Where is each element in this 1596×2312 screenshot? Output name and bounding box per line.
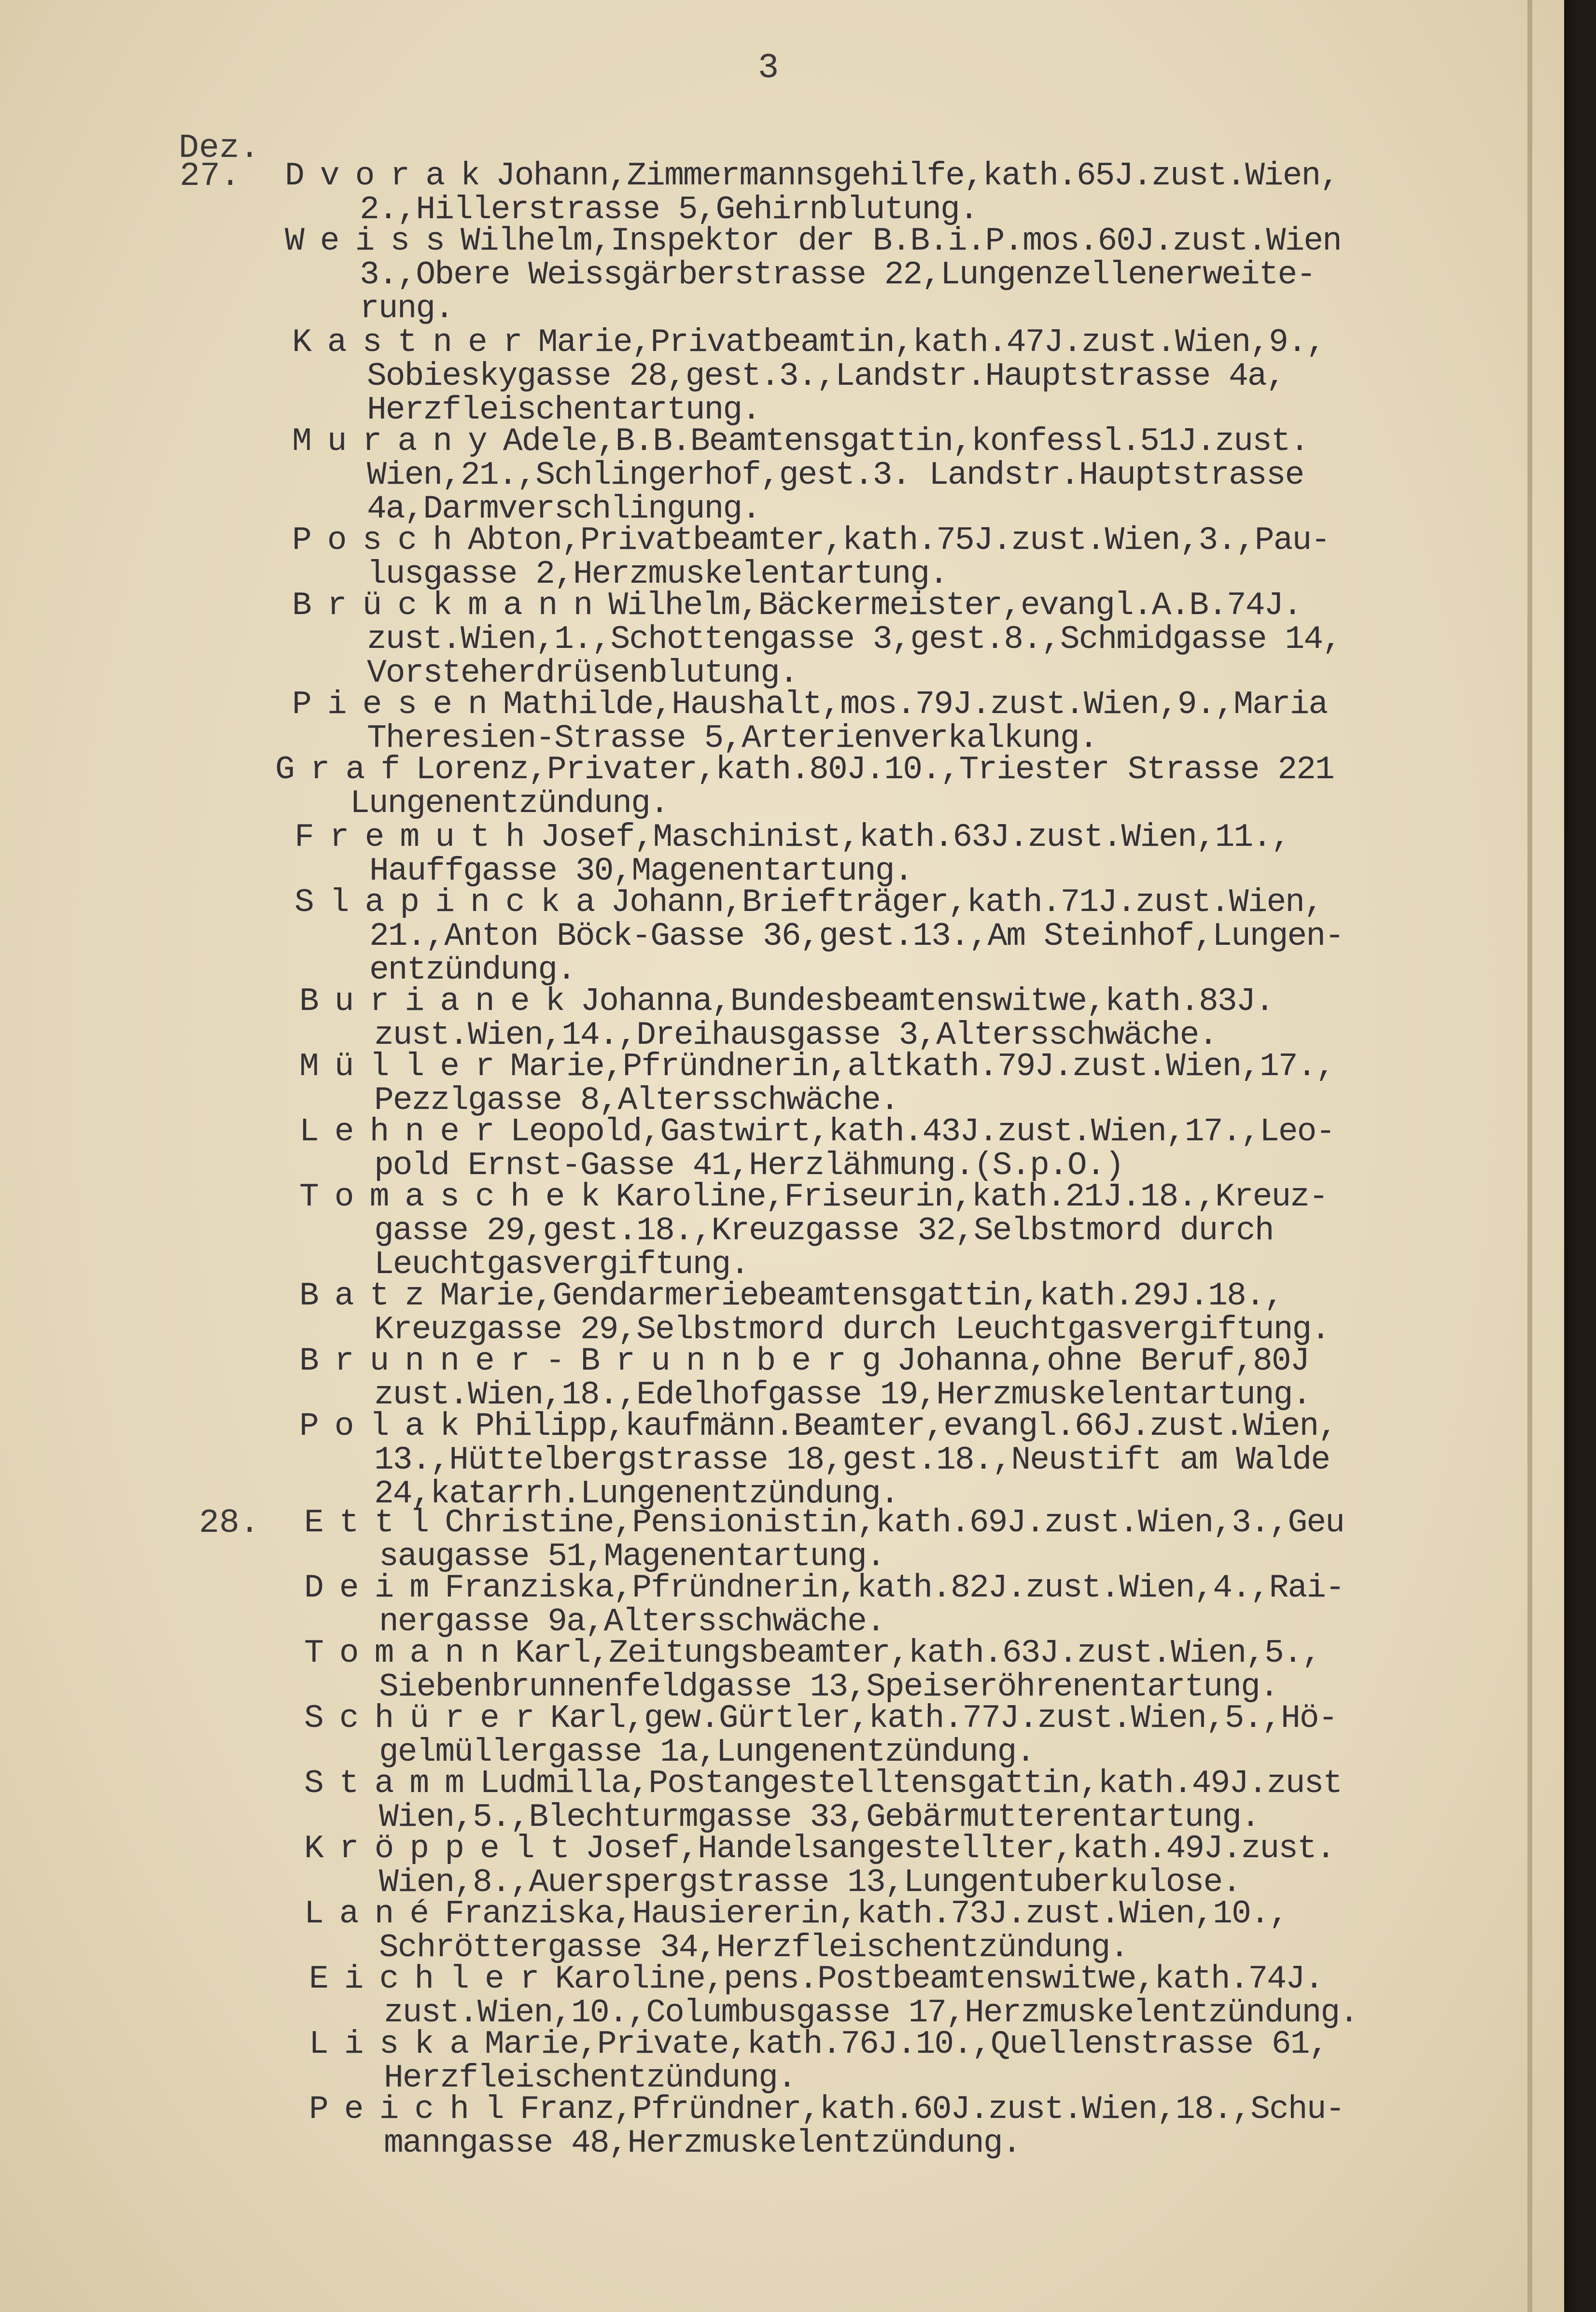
entry-first-line (304, 1897, 1288, 1931)
entry-continuation-line: saugasse 51,Magenentartung. (379, 1538, 885, 1575)
entry-details: Wilhelm,Bäckermeister,evangl.A.B.74J. (608, 587, 1302, 624)
entry-first-line (285, 159, 1339, 193)
entry-continuation-line: Wien,5.,Blechturmgasse 33,Gebärmutterentartung. (379, 1799, 1260, 1836)
entry-surname: Slapincka (294, 884, 611, 921)
entry-continuation-line: 24,katarrh.Lungenentzündung. (374, 1475, 899, 1513)
entry-continuation-line: Sobieskygasse 28,gest.3.,Landstr.Hauptstrasse 4a, (367, 358, 1285, 395)
entry-surname: Lehner (299, 1113, 510, 1150)
entry-continuation-line: Siebenbrunnenfeldgasse 13,Speiseröhrenentartung. (379, 1668, 1278, 1706)
entry-first-line (304, 1637, 1321, 1670)
entry-first-line (304, 1702, 1337, 1736)
entry-first-line (309, 2093, 1344, 2127)
register-entry (304, 1571, 1344, 1639)
entry-details: Lorenz,Privater,kath.80J.10.,Triester Strasse 221 (416, 751, 1334, 788)
entry-continuation-line: Herzfleischentartung. (367, 392, 760, 429)
register-entry (304, 1702, 1337, 1769)
entry-surname: Dvorak (285, 157, 496, 195)
entry-first-line (292, 425, 1309, 459)
entry-continuation-line: Lungenentzündung. (350, 785, 669, 822)
register-entry (292, 326, 1325, 427)
entry-continuation-line: zust.Wien,10.,Columbusgasse 17,Herzmuskelentzündung. (384, 1994, 1358, 2032)
entry-surname: Burianek (299, 983, 581, 1020)
register-entry (292, 589, 1341, 690)
entry-first-line (304, 1767, 1342, 1801)
entry-surname: Piesen (292, 686, 503, 723)
entry-surname: Weiss (285, 223, 461, 260)
entry-continuation-line: zust.Wien,1.,Schottengasse 3,gest.8.,Schmidgasse 14, (367, 621, 1341, 658)
entry-continuation-line: 4a,Darmverschlingung. (367, 490, 760, 528)
entry-continuation-line: 3.,Obere Weissgärberstrasse 22,Lungenzellenerweite- (360, 256, 1316, 294)
entry-first-line (299, 1345, 1311, 1378)
entry-continuation-line: lusgasse 2,Herzmuskelentartung. (367, 556, 948, 593)
entry-details: Karl,gew.Gürtler,kath.77J.zust.Wien,5.,Hö- (550, 1700, 1337, 1737)
entry-surname: Liska (309, 2026, 485, 2063)
register-entry (285, 159, 1339, 227)
entry-continuation-line: Schröttergasse 34,Herzfleischentzündung. (379, 1929, 1129, 1966)
entry-continuation-line: Wien,21.,Schlingerhof,gest.3. Landstr.Hauptstrasse (367, 457, 1304, 494)
entry-details: Mathilde,Haushalt,mos.79J.zust.Wien,9.,Maria (503, 686, 1328, 723)
entry-surname: Kastner (292, 324, 538, 361)
entry-day: 28. (199, 1504, 260, 1542)
entry-continuation-line: Pezzlgasse 8,Altersschwäche. (374, 1082, 899, 1119)
entry-continuation-line: Hauffgasse 30,Magenentartung. (369, 853, 913, 890)
entry-details: Franziska,Pfründnerin,kath.82J.zust.Wien,4.,Rai- (445, 1569, 1344, 1607)
entry-continuation-line: Herzfleischentzündung. (384, 2060, 796, 2097)
entry-details: Karoline,Friseurin,kath.21J.18.,Kreuz- (616, 1178, 1328, 1216)
register-entry (299, 1050, 1334, 1118)
entry-surname: Polak (299, 1408, 476, 1445)
entry-first-line (292, 688, 1327, 722)
entry-details: Franz,Pfründner,kath.60J.zust.Wien,18.,Schu- (519, 2091, 1344, 2128)
entry-details: Karl,Zeitungsbeamter,kath.63J.zust.Wien,5., (515, 1635, 1321, 1672)
entry-continuation-line: zust.Wien,18.,Edelhofgasse 19,Herzmuskelentartung. (374, 1376, 1311, 1414)
entry-details: Adele,B.B.Beamtensgattin,konfessl.51J.zust. (503, 423, 1309, 460)
register-entry (285, 224, 1341, 326)
entry-continuation-line: rung. (360, 290, 454, 327)
entry-surname: Deim (304, 1569, 445, 1607)
entry-first-line (292, 326, 1325, 360)
entry-surname: Graf (275, 751, 416, 788)
entry-continuation-line: 2.,Hillerstrasse 5,Gehirnblutung. (360, 191, 978, 228)
register-entry (299, 1115, 1334, 1183)
entry-first-line (292, 589, 1341, 623)
register-entry (299, 1345, 1311, 1412)
entry-continuation-line: Wien,8.,Auerspergstrasse 13,Lungentuberkulose. (379, 1864, 1241, 1901)
entry-details: Wilhelm,Inspektor der B.B.i.P.mos.60J.zust.Wien (461, 223, 1341, 260)
page-number: 3 (758, 48, 779, 88)
entry-surname: Eichler (309, 1961, 555, 1998)
entry-continuation-line: Theresien-Strasse 5,Arterienverkalkung. (367, 720, 1098, 757)
entry-surname: Ettl (304, 1504, 445, 1541)
entry-first-line (299, 1279, 1330, 1313)
register-entry (309, 2028, 1328, 2095)
register-entry (299, 1279, 1330, 1347)
register-entry (309, 1962, 1358, 2030)
register-entry (304, 1832, 1335, 1900)
entry-first-line (304, 1571, 1344, 1605)
entry-first-line (299, 1180, 1328, 1214)
entry-details: Marie,Pfründnerin,altkath.79J.zust.Wien,17., (510, 1048, 1335, 1085)
register-entry (304, 1637, 1321, 1704)
entry-first-line (299, 1115, 1334, 1149)
entry-surname: Posch (292, 522, 468, 559)
entry-details: Ludmilla,Postangestelltensgattin,kath.49J.zust (480, 1765, 1342, 1802)
entry-continuation-line: zust.Wien,14.,Dreihausgasse 3,Altersschwäche. (374, 1017, 1218, 1054)
entry-details: Leopold,Gastwirt,kath.43J.zust.Wien,17.,Leo- (510, 1113, 1335, 1150)
register-entry (299, 1180, 1328, 1282)
entry-first-line (292, 524, 1330, 558)
entry-day: 27. (180, 157, 241, 196)
entry-continuation-line: Leuchtgasvergiftung. (374, 1246, 749, 1283)
entry-surname: Peichl (309, 2091, 520, 2128)
entry-surname: Brückmann (292, 587, 609, 624)
register-entry (299, 985, 1274, 1052)
entry-continuation-line: 13.,Hüttelbergstrasse 18,gest.18.,Neustift am Walde (374, 1442, 1330, 1479)
page-edge (1527, 0, 1532, 2312)
entry-surname: Müller (299, 1048, 510, 1085)
entry-surname: Tomaschek (299, 1178, 616, 1216)
entry-first-line (299, 1410, 1337, 1443)
entry-details: Abton,Privatbeamter,kath.75J.zust.Wien,3.,Pau- (468, 522, 1330, 559)
entry-first-line (304, 1832, 1335, 1866)
entry-details: Philipp,kaufmänn.Beamter,evangl.66J.zust.Wien, (475, 1408, 1337, 1445)
entry-first-line (304, 1506, 1344, 1540)
entry-continuation-line: Kreuzgasse 29,Selbstmord durch Leuchtgasvergiftung. (374, 1311, 1330, 1348)
entry-continuation-line: pold Ernst-Gasse 41,Herzlähmung.(S.p.O.) (374, 1147, 1124, 1184)
entry-continuation-line: gasse 29,gest.18.,Kreuzgasse 32,Selbstmord durch (374, 1212, 1274, 1249)
register-entry (304, 1506, 1344, 1574)
entry-details: Josef,Handelsangestellter,kath.49J.zust. (585, 1830, 1335, 1867)
entry-details: Christine,Pensionistin,kath.69J.zust.Wien,3.,Geu (445, 1504, 1344, 1541)
entry-continuation-line: manngasse 48,Herzmuskelentzündung. (384, 2125, 1021, 2162)
register-entry (275, 753, 1334, 821)
entry-details: Franziska,Hausiererin,kath.73J.zust.Wien,10., (445, 1895, 1288, 1933)
entry-first-line (285, 224, 1341, 258)
entry-surname: Fremuth (294, 819, 541, 856)
register-entry (299, 1410, 1337, 1511)
register-entry (292, 425, 1309, 526)
entry-details: Karoline,pens.Postbeamtenswitwe,kath.74J. (555, 1961, 1323, 1998)
entry-first-line (309, 2028, 1328, 2061)
entry-surname: Batz (299, 1277, 440, 1315)
register-entry (292, 688, 1327, 756)
entry-continuation-line: nergasse 9a,Altersschwäche. (379, 1603, 885, 1640)
entry-surname: Stamm (304, 1765, 480, 1802)
entry-surname: Murany (292, 423, 503, 460)
entry-surname: Schürer (304, 1700, 550, 1737)
entry-details: Marie,Privatbeamtin,kath.47J.zust.Wien,9., (538, 324, 1325, 361)
entry-details: Josef,Maschinist,kath.63J.zust.Wien,11., (540, 819, 1290, 856)
entry-first-line (299, 1050, 1334, 1084)
register-entry (304, 1767, 1342, 1835)
month-label: Dez. (179, 129, 260, 168)
entry-first-line (309, 1962, 1358, 1996)
entry-continuation-line: Vorsteherdrüsenblutung. (367, 655, 798, 692)
entry-surname: Tomann (304, 1635, 515, 1672)
entry-first-line (294, 821, 1290, 855)
register-entry (309, 2093, 1344, 2160)
entry-details: Johanna,ohne Beruf,80J (896, 1343, 1309, 1380)
register-entry (292, 524, 1330, 591)
register-entry (304, 1897, 1288, 1965)
register-entry (294, 886, 1344, 987)
entry-details: Johanna,Bundesbeamtenswitwe,kath.83J. (580, 983, 1274, 1020)
entry-details: Marie,Private,kath.76J.10.,Quellenstrasse 61, (485, 2026, 1328, 2063)
entry-details: Johann,Zimmermannsgehilfe,kath.65J.zust.Wien, (495, 157, 1339, 195)
entry-first-line (275, 753, 1334, 787)
entry-first-line (294, 886, 1344, 920)
entry-continuation-line: entzündung. (369, 952, 575, 989)
entry-details: Marie,Gendarmeriebeamtensgattin,kath.29J.18., (440, 1277, 1283, 1315)
entry-surname: Lané (304, 1895, 445, 1933)
entry-continuation-line: 21.,Anton Böck-Gasse 36,gest.13.,Am Steinhof,Lungen- (369, 918, 1344, 955)
entry-continuation-line: gelmüllergasse 1a,Lungenentzündung. (379, 1734, 1035, 1771)
entry-details: Johann,Briefträger,kath.71J.zust.Wien, (611, 884, 1323, 921)
entry-surname: Kröppelt (304, 1830, 586, 1867)
entry-first-line (299, 985, 1274, 1019)
register-entry (294, 821, 1290, 888)
entry-surname: Brunner-Brunnberg (299, 1343, 897, 1380)
